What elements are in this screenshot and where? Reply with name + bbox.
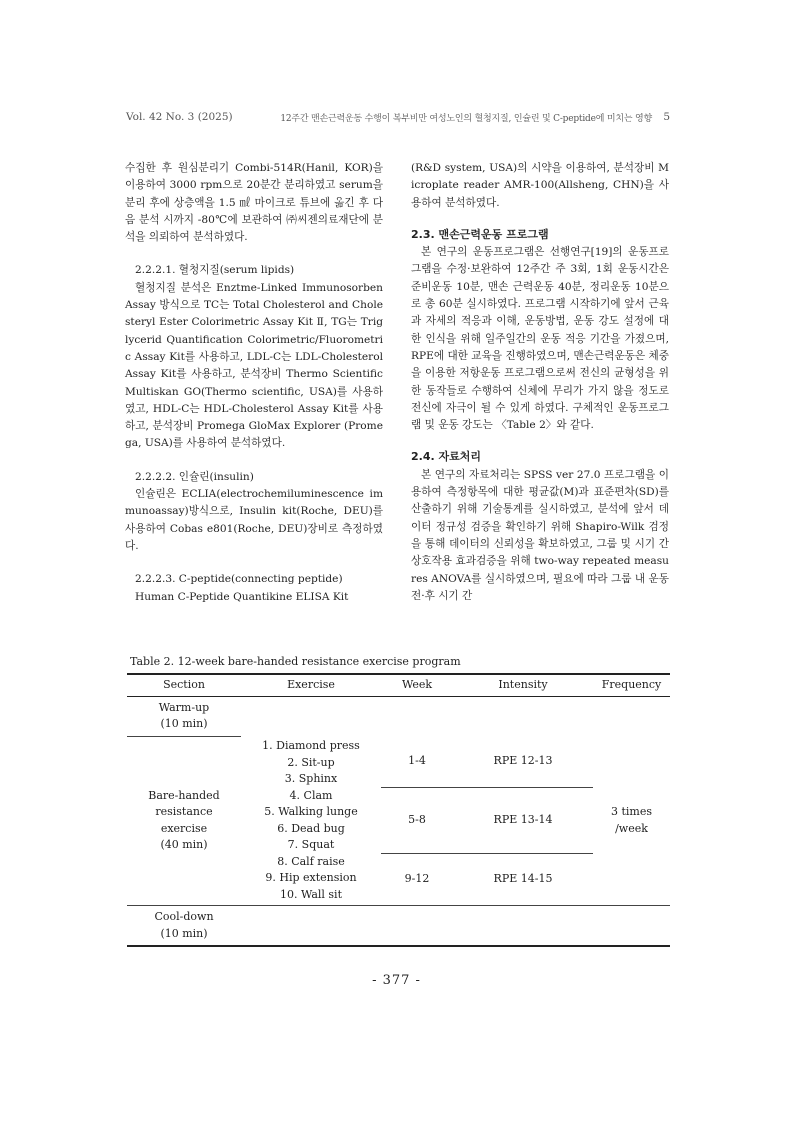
paragraph-serum-lipids: 혈청지질 분석은 Enztme-Linked Immunosorben Assay 방식으로 TC는 Total Cholesterol and Cholesteryl Ester Colorimetric Assay Kit Ⅱ, TG는 Triglycerid Quantification Colorimetric/Fluorometric Assay Kit를 사용하고, LDL-C는 LDL-Cholesterol Assay Kit를 사용하고, 분석장비 Thermo Scientific Multiskan GO(Thermo scientific, USA)를 사용하였고, HDL-C는 HDL-Cholesterol Assay Kit를 사용하고, 분석장비 Promega GloMax Explorer (Promega, USA)를 사용하여 분석하였다. [125, 281, 383, 450]
week-cell: 1-4 [381, 736, 453, 788]
exercise-item: 10. Wall sit [279, 887, 342, 901]
intensity-cell: RPE 13-14 [453, 788, 593, 854]
cooldown-cell [127, 906, 241, 947]
paragraph-c-peptide: Human C-Peptide Quantikine ELISA Kit [135, 590, 349, 603]
paragraph-data-analysis: 본 연구의 자료처리는 SPSS ver 27.0 프로그램을 이용하여 측정항목에 대한 평균값(M)과 표준편차(SD)를 산출하기 위해 기술통계를 실시하였고, 분석에 앞서 데이터 정규성 검증을 확인하기 위해 Shapiro-Wilk 검정을 통해 데이터의 신뢰성을 확보하였고, 그룹 및 시기 간 상호작용 효과검증을 위해 two-way repeated measures ANOVA를 실시하였으며, 필요에 따라 그룹 내 운동 전·후 시기 간 [411, 468, 669, 602]
journal-volume: Vol. 42 No. 3 (2025) [126, 111, 233, 123]
week-cell: 9-12 [381, 854, 453, 906]
intensity-cell: RPE 14-15 [453, 854, 593, 906]
main-section-line: exercise [160, 821, 208, 835]
table-caption: Table 2. 12-week bare-handed resistance exercise program [130, 655, 461, 668]
empty-cell [381, 696, 453, 736]
header-intensity: Intensity [453, 674, 593, 696]
header-exercise: Exercise [241, 674, 381, 696]
header-section: Section [127, 674, 241, 696]
table-row-warmup [127, 696, 670, 736]
warmup-label: Warm-up [158, 700, 210, 714]
exercise-item: 6. Dead bug [277, 821, 345, 835]
main-section-line: Bare-handed [148, 788, 220, 802]
warmup-duration: (10 min) [160, 717, 208, 730]
paragraph-serum: 수집한 후 원심분리기 Combi-514R(Hanil, KOR)을 이용하여 3000 rpm으로 20분간 분리하였고 serum을 분리 후에 상층액을 1.5 ㎖ 마이크로 튜브에 옮긴 후 다음 분석 시까지 -80℃에 보관하여 ㈜씨젠의료재단에 분석을 의뢰하여 분석하였다. [125, 162, 383, 244]
table-row-cooldown [127, 906, 670, 947]
empty-cell [593, 906, 670, 947]
main-section-duration: (40 min) [160, 838, 208, 852]
empty-cell [593, 696, 670, 736]
exercise-item: 2. Sit-up [287, 755, 335, 769]
header-frequency: Frequency [593, 674, 670, 696]
exercise-item: 4. Clam [289, 788, 333, 802]
cooldown-label: Cool-down [154, 910, 214, 923]
right-column [411, 160, 669, 605]
running-header [126, 111, 670, 127]
frequency-cell [593, 736, 670, 906]
exercise-program-table [127, 673, 670, 947]
exercise-item: 8. Calf raise [277, 854, 345, 868]
paragraph-insulin: 인슐린은 ECLIA(electrochemiluminescence immunoassay)방식으로, Insulin kit(Roche, DEU)를 사용하여 Cobas e801(Roche, DEU)장비로 측정하였다. [125, 488, 383, 552]
table-header-row [127, 674, 670, 696]
intensity-cell: RPE 12-13 [453, 736, 593, 788]
exercise-item: 9. Hip extension [265, 871, 357, 884]
week-cell: 5-8 [381, 788, 453, 854]
heading-insulin: 2.2.2.2. 인슐린(insulin) [135, 470, 254, 483]
paragraph-exercise-program: 본 연구의 운동프로그램은 선행연구[19]의 운동프로그램을 수정·보완하여 12주간 주 3회, 1회 운동시간은 준비운동 10분, 맨손 근력운동 40분, 정리운동 10분으로 총 60분 실시하였다. 프로그램 시작하기에 앞서 근육과 자세의 적응과 이해, 운동방법, 운동 강도 설정에 대한 인식을 위해 일주일간의 운동 적응 기간을 가졌으며, RPE에 대한 교육을 진행하였으며, 맨손근력운동은 체중을 이용한 저항운동 프로그램으로써 전신의 균형성을 위한 동작들로 수행하여 신체에 무리가 가지 않을 정도로 전신에 자극이 될 수 있게 하였다. 구체적인 운동프로그램 및 운동 강도는 〈Table 2〉와 같다. [411, 246, 669, 432]
warmup-cell [127, 696, 241, 736]
left-column [125, 160, 383, 606]
cooldown-duration: (10 min) [160, 926, 208, 940]
heading-c-peptide: 2.2.2.3. C-peptide(connecting peptide) [135, 573, 343, 586]
paragraph-c-peptide-cont: (R&D system, USA)의 시약을 이용하여, 분석장비 Microplate reader AMR-100(Allsheng, CHN)을 사용하여 분석하였다. [411, 162, 669, 209]
header-week: Week [381, 674, 453, 696]
exercise-group-2 [241, 788, 381, 854]
empty-cell [453, 696, 593, 736]
empty-cell [381, 906, 453, 947]
exercise-group-3 [241, 854, 381, 906]
exercise-item: 1. Diamond press [262, 739, 360, 752]
exercise-group-1 [241, 736, 381, 788]
exercise-item: 7. Squat [287, 838, 335, 851]
page-number: - 377 - [372, 973, 421, 988]
main-section-cell [127, 736, 241, 906]
exercise-item: 5. Walking lunge [264, 805, 358, 818]
empty-cell [241, 906, 381, 947]
section-heading-exercise-program: 2.3. 맨손근력운동 프로그램 [411, 227, 549, 241]
frequency-value: 3 times [610, 805, 653, 818]
exercise-item: 3. Sphinx [284, 772, 338, 785]
main-section-line: resistance [155, 805, 213, 819]
header-page-number: 5 [663, 111, 670, 123]
heading-serum-lipids: 2.2.2.1. 혈청지질(serum lipids) [135, 264, 295, 277]
frequency-unit: /week [615, 821, 648, 835]
empty-cell [453, 906, 593, 947]
table-row-weeks-1-4 [127, 736, 670, 788]
section-heading-data-analysis: 2.4. 자료처리 [411, 450, 481, 464]
running-title: 12주간 맨손근력운동 수행이 복부비만 여성노인의 혈청지질, 인슐린 및 C-peptide에 미치는 영향 [280, 114, 652, 124]
empty-cell [241, 696, 381, 736]
